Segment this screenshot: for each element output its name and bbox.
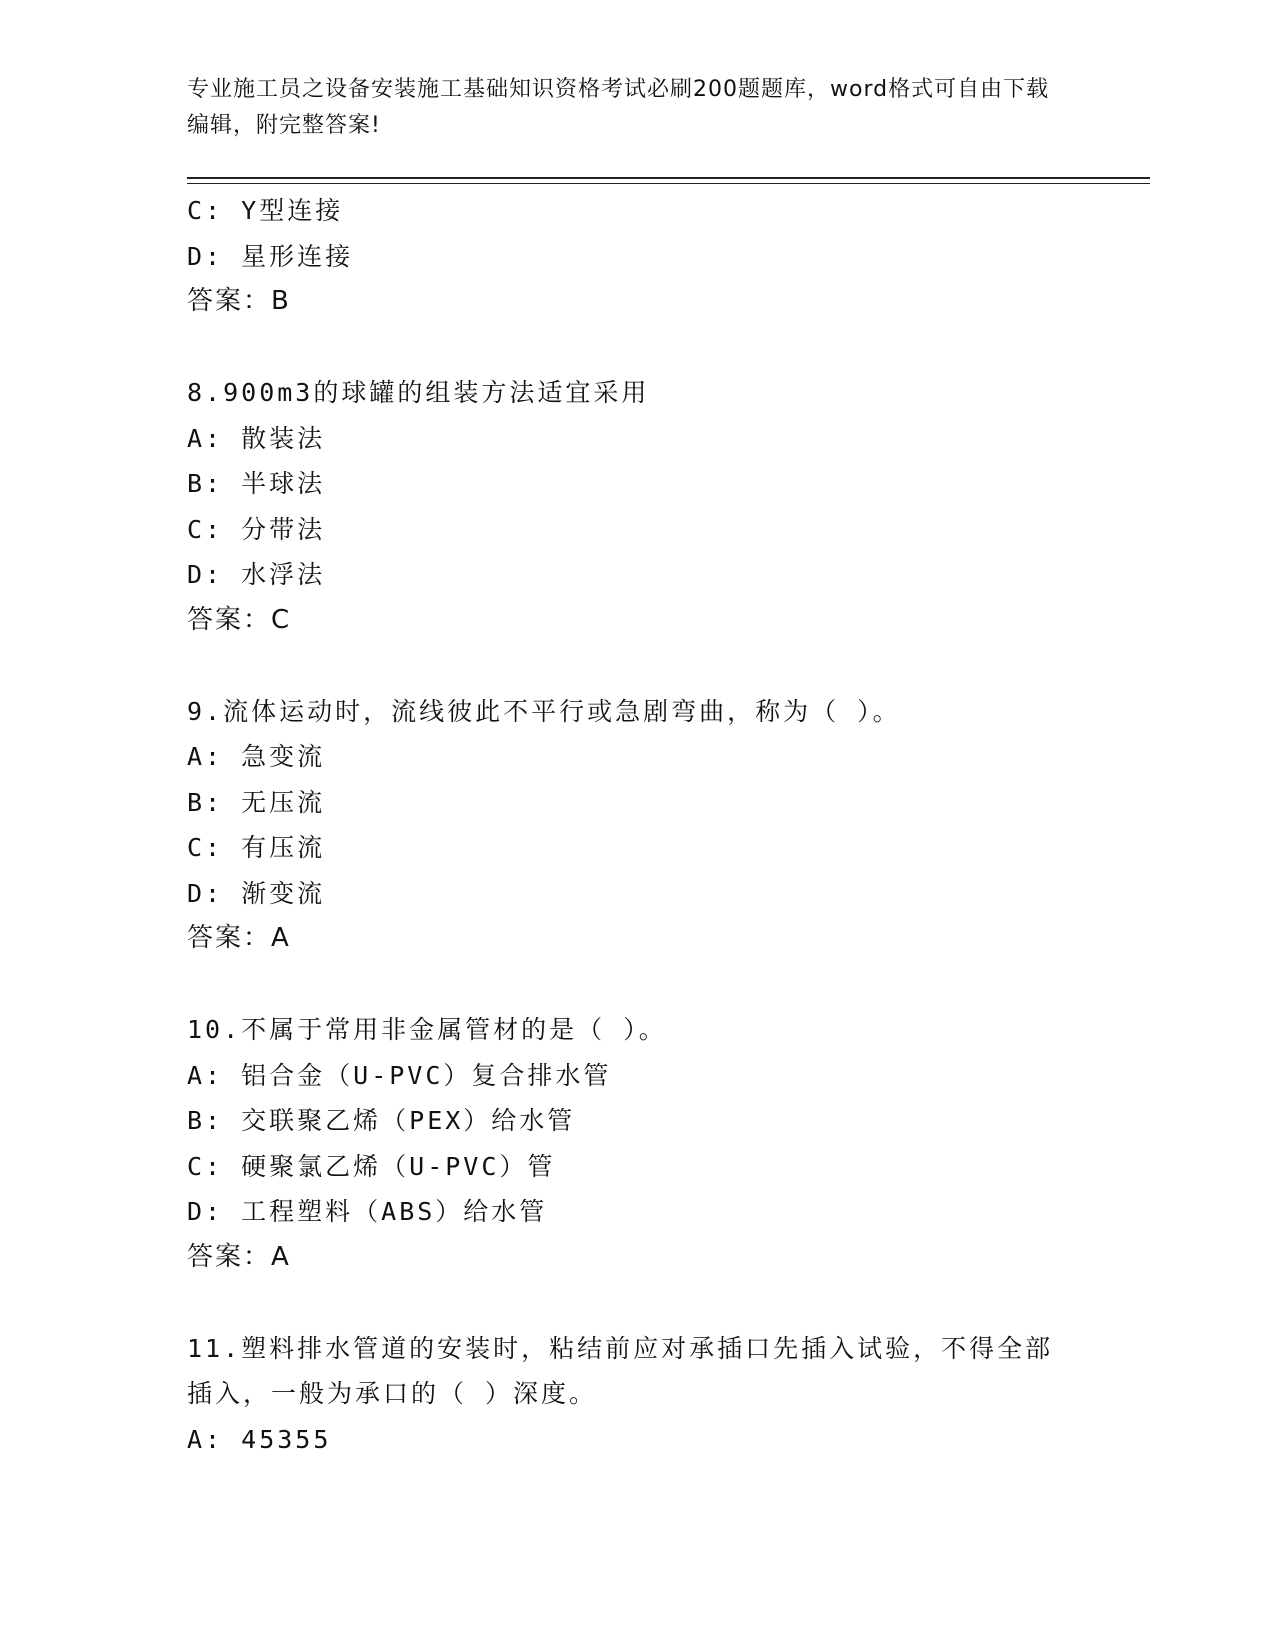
option-c: C: 有压流 (187, 833, 326, 862)
option-a: A: 急变流 (187, 742, 326, 771)
page-header: 专业施工员之设备安装施工基础知识资格考试必刷200题题库，word格式可自由下载编辑，附完整答案! (187, 77, 1050, 138)
option-b: B: 半球法 (187, 469, 326, 498)
question-list (187, 188, 1087, 1462)
header-rule-thin (187, 183, 1150, 184)
option-d: D: 水浮法 (187, 560, 326, 589)
option-c: C: 分带法 (187, 514, 326, 544)
option-a: A: 45355 (187, 1424, 332, 1454)
question-9-text: 9.流体运动时，流线彼此不平行或急剧弯曲，称为（ ）。 (187, 696, 901, 726)
option-d: D: 星形连接 (187, 241, 354, 271)
option-d: D: 渐变流 (187, 878, 326, 908)
answer: 答案：B (187, 286, 291, 316)
option-b: B: 无压流 (187, 787, 326, 817)
question-10-text: 10.不属于常用非金属管材的是（ ）。 (187, 1015, 667, 1044)
header-rule (187, 177, 1150, 179)
question-8-text: 8.900m3的球罐的组装方法适宜采用 (187, 378, 650, 407)
answer: 答案：A (187, 1241, 291, 1272)
answer: 答案：C (187, 604, 292, 635)
option-a: A: 铝合金（U-PVC）复合排水管 (187, 1060, 612, 1090)
option-c: C: Y型连接 (187, 196, 344, 225)
option-b: B: 交联聚乙烯（PEX）给水管 (187, 1106, 576, 1135)
answer: 答案：A (187, 923, 291, 953)
option-c: C: 硬聚氯乙烯（U-PVC）管 (187, 1151, 556, 1181)
option-d: D: 工程塑料（ABS）给水管 (187, 1197, 548, 1226)
question-11-text-cont: 插入，一般为承口的（ ）深度。 (187, 1379, 598, 1408)
question-11-text: 11.塑料排水管道的安装时，粘结前应对承插口先插入试验，不得全部 (187, 1333, 1054, 1363)
option-a: A: 散装法 (187, 423, 326, 453)
